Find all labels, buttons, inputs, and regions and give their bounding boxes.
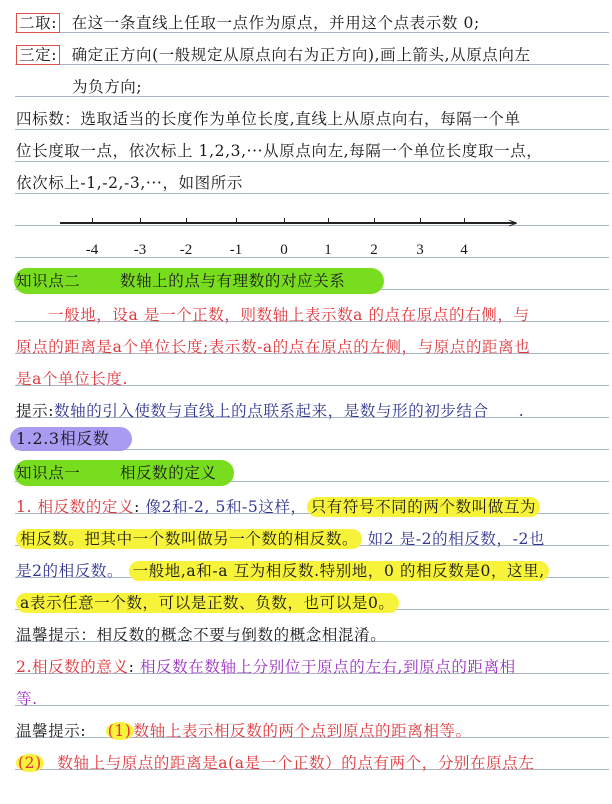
number-line-tick — [140, 218, 141, 222]
number-line-tick — [284, 218, 285, 222]
step4-line3: 依次标上-1,-2,-3,···，如图所示 — [16, 174, 243, 192]
hint-row — [16, 400, 524, 422]
knowledge-point-title: 相反数的定义 — [119, 464, 217, 482]
number-line-axis — [60, 222, 516, 224]
number-line-tick — [92, 218, 93, 222]
number-line-tick-label: 4 — [460, 242, 468, 258]
kp2-body-line2: 原点的距离是a个单位长度;表示数-a的点在原点的左侧，与原点的距离也 — [16, 338, 531, 356]
step4-line1: 四标数：选取适当的长度作为单位长度,直线上从原点向右，每隔一个单 — [16, 110, 521, 128]
definition-highlight: 只有符号不同的两个数叫做互为 — [307, 497, 540, 517]
number-line-tick-label: 3 — [416, 242, 424, 258]
step2-row — [16, 12, 480, 34]
meaning-line2: 等. — [16, 690, 38, 708]
definition-line4 — [16, 592, 399, 614]
step3-text-cont: 为负方向; — [72, 78, 143, 96]
warm-tip-2-line1 — [16, 720, 472, 742]
number-line-tick-label: -3 — [133, 242, 147, 258]
definition-highlight: 一般地,a和-a 互为相反数.特别地，0 的相反数是0，这里, — [129, 561, 549, 581]
warm-tip-2-label: 温馨提示: — [16, 722, 87, 740]
step3-label: 三定: — [16, 45, 60, 65]
number-line-tick — [464, 218, 465, 222]
number-line-tick — [186, 218, 187, 222]
number-line-tick-label: 0 — [280, 242, 288, 258]
hint-text: 数轴的引入使数与直线上的点联系起来，是数与形的初步结合 — [54, 402, 489, 420]
number-line-tick-label: -2 — [179, 242, 193, 258]
definition-colon: : — [134, 498, 140, 516]
meaning-text: 相反数在数轴上分别位于原点的左右,到原点的距离相 — [139, 658, 516, 676]
definition-line1 — [16, 496, 540, 518]
step3-row — [16, 44, 531, 66]
number-line-tick-label: -4 — [85, 242, 99, 258]
meaning-label: 2.相反数的意义 — [16, 658, 129, 676]
meaning-line1 — [16, 656, 516, 678]
hint-label: 提示: — [16, 402, 55, 420]
warm-tip-1: 温馨提示：相反数的概念不要与倒数的概念相混淆。 — [16, 626, 387, 644]
knowledge-point-label: 知识点一 — [16, 464, 81, 482]
number-line-tick — [374, 218, 375, 222]
meaning-colon: : — [128, 658, 135, 676]
number-line-tick — [328, 218, 329, 222]
warm-tip-item-number: (2) — [18, 754, 42, 772]
knowledge-point-2-heading — [16, 270, 345, 292]
ruled-line — [15, 225, 609, 226]
step3-text: 确定正方向(一般规定从原点向右为正方向),画上箭头,从原点向左 — [71, 46, 531, 64]
warm-tip-item-number: (1) — [107, 722, 132, 740]
step2-text: 在这一条直线上任取一点作为原点，并用这个点表示数 0; — [71, 14, 480, 32]
ruled-line — [15, 257, 609, 258]
number-line-tick-label: 2 — [370, 242, 378, 258]
kp2-body-line3: 是a个单位长度. — [16, 370, 128, 388]
definition-line3 — [16, 560, 549, 582]
step4-line2: 位长度取一点，依次标上 1,2,3,···从原点向左,每隔一个单位长度取一点， — [16, 142, 543, 160]
definition-example: 是2的相反数。 — [16, 562, 124, 580]
definition-line2 — [16, 528, 545, 550]
number-line-tick-label: 1 — [324, 242, 332, 258]
definition-label: 1. 相反数的定义 — [16, 498, 135, 516]
knowledge-point-title: 数轴上的点与有理数的对应关系 — [119, 272, 346, 290]
definition-intro: 像2和-2, 5和-5这样， — [145, 498, 307, 516]
definition-example: 如2 是-2的相反数，-2也 — [367, 530, 546, 548]
number-line-tick-label: -1 — [229, 242, 243, 258]
section-title: 1.2.3相反数 — [16, 429, 110, 448]
kp2-body-line1: 一般地，设a 是一个正数，则数轴上表示数a 的点在原点的右侧，与 — [48, 306, 530, 324]
step3-row-cont — [72, 76, 142, 98]
warm-tip-item-text: 数轴上表示相反数的两个点到原点的距离相等。 — [133, 722, 472, 740]
hint-trail: . — [518, 402, 525, 420]
ruled-line — [15, 705, 609, 706]
definition-highlight: 相反数。把其中一个数叫做另一个数的相反数。 — [16, 529, 362, 549]
warm-tip-2-line2 — [16, 752, 534, 774]
knowledge-point-label: 知识点二 — [16, 272, 81, 290]
warm-tip-item-text: 数轴上与原点的距离是a(a是一个正数）的点有两个，分别在原点左 — [57, 754, 535, 772]
number-line-tick — [420, 218, 421, 222]
knowledge-point-1-heading — [16, 462, 217, 484]
arrow-right-icon: > — [508, 216, 519, 230]
definition-highlight: a表示任意一个数，可以是正数、负数，也可以是0。 — [16, 593, 399, 613]
number-line-tick — [236, 218, 237, 222]
step2-label: 二取: — [16, 13, 60, 33]
